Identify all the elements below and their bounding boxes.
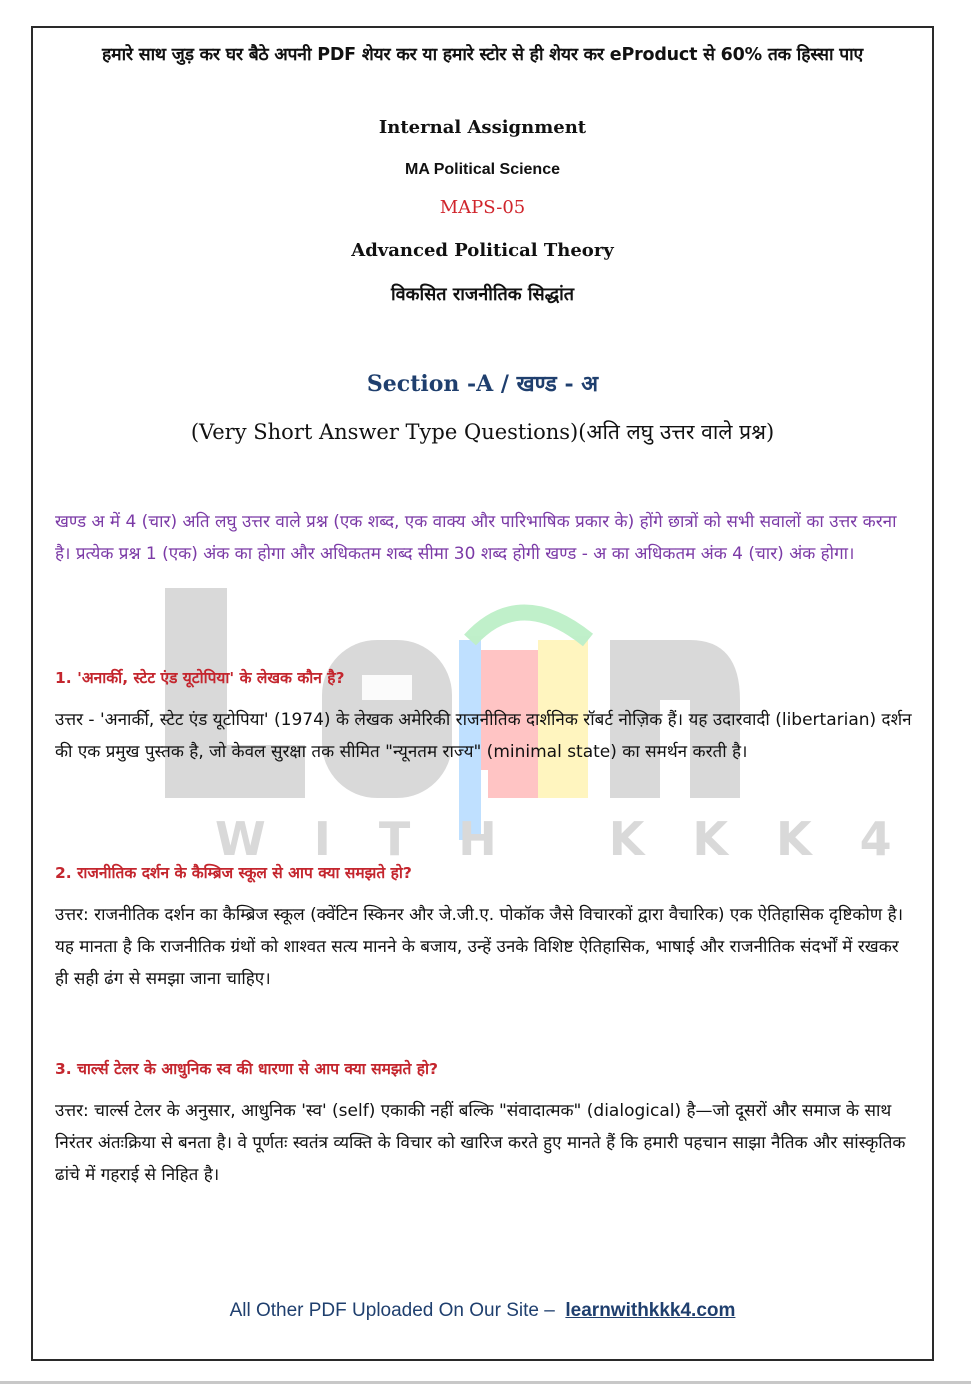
bottom-divider <box>0 1381 971 1384</box>
footer-text: All Other PDF Uploaded On Our Site – <box>229 1300 555 1321</box>
assignment-title: Internal Assignment <box>378 117 587 138</box>
subject-title-hindi: विकसित राजनीतिक सिद्धांत <box>390 284 575 305</box>
section-instructions: खण्ड अ में 4 (चार) अति लघु उत्तर वाले प्रश्न (एक शब्द, एक वाक्य और पारिभाषिक प्रकार के) होंगे छात्रों को सभी सवालों का उत्तर करना है। प्रत्येक प्रश्न 1 (एक) अंक का होगा और अधिकतम शब्द सीमा 30 शब्द होगी खण्ड - अ का अधिकतम अंक 4 (चार) अंक होगा। <box>55 512 897 564</box>
answer-2: उत्तर: राजनीतिक दर्शन का कैम्ब्रिज स्कूल (क्वेंटिन स्किनर और जे.जी.ए. पोकॉक जैसे विचारकों द्वारा वैचारिक) एक ऐतिहासिक दृष्टिकोण है। यह मानता है कि राजनीतिक ग्रंथों को शाश्वत सत्य मानने के बजाय, उन्हें उनके विशिष्ट ऐतिहासिक, भाषाई और राजनीतिक संदर्भों में रखकर ही सही ढंग से समझा जाना चाहिए। <box>55 905 904 989</box>
answer-1: उत्तर - 'अनार्की, स्टेट एंड यूटोपिया' (1974) के लेखक अमेरिकी राजनीतिक दार्शनिक रॉबर्ट नोज़िक हैं। यह उदारवादी (libertarian) दर्शन की एक प्रमुख पुस्तक है, जो केवल सुरक्षा तक सीमित "न्यूनतम राज्य" (minimal state) का समर्थन करती है। <box>55 710 912 762</box>
subject-title-english: Advanced Political Theory <box>351 240 614 261</box>
footer <box>31 1300 934 1322</box>
course-code: MAPS-05 <box>439 197 526 218</box>
answer-3: उत्तर: चार्ल्स टेलर के अनुसार, आधुनिक 'स्व' (self) एकाकी नहीं बल्कि "संवादात्मक" (dialogical) है—जो दूसरों और समाज के साथ निरंतर अंतःक्रिया से बनता है। वे पूर्णतः स्वतंत्र व्यक्ति के विचार को खारिज करते हुए मानते हैं कि हमारी पहचान साझा नैतिक और सांस्कृतिक ढांचे में गहराई से निहित है। <box>55 1101 906 1185</box>
course-name: MA Political Science <box>404 161 560 178</box>
watermark-tagline: WITH KKK4 <box>215 812 940 866</box>
section-subtitle: (Very Short Answer Type Questions)(अति लघु उत्तर वाले प्रश्न) <box>190 420 775 444</box>
question-2: 2. राजनीतिक दर्शन के कैम्ब्रिज स्कूल से आप क्या समझते हो? <box>55 864 412 882</box>
site-link[interactable]: learnwithkkk4.com <box>565 1300 736 1321</box>
section-heading: Section -A / खण्ड - अ <box>366 371 599 397</box>
promo-banner: हमारे साथ जुड़ कर घर बैठे अपनी PDF शेयर कर या हमारे स्टोर से ही शेयर कर eProduct से 60% तक हिस्सा पाए <box>102 45 863 65</box>
question-1: 1. 'अनार्की, स्टेट एंड यूटोपिया' के लेखक कौन है? <box>55 669 345 687</box>
question-3: 3. चार्ल्स टेलर के आधुनिक स्व की धारणा से आप क्या समझते हो? <box>55 1060 439 1078</box>
